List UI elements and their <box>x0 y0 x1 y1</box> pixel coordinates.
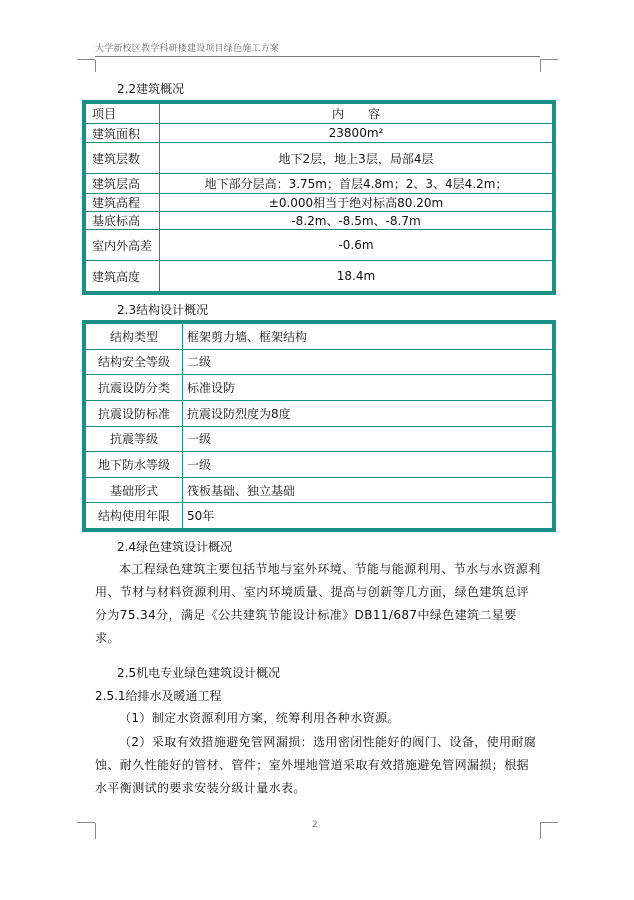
table-row <box>86 452 553 478</box>
table-header-cell: 项目 <box>86 104 160 124</box>
crop-mark-bottom-right <box>540 823 559 839</box>
table-header-row <box>86 104 553 124</box>
crop-mark-bottom-left-h <box>77 822 95 824</box>
table-header-cell: 内 容 <box>160 104 553 124</box>
table-row <box>86 194 553 212</box>
table-cell-label: 建筑层高 <box>86 174 160 194</box>
table-cell-value: -0.6m <box>160 230 553 261</box>
table-cell-label: 抗震等级 <box>86 426 183 452</box>
section-heading-2-5: 2.5机电专业绿色建筑设计概况 <box>117 666 281 680</box>
table-cell-value: 地下部分层高：3.75m；首层4.8m；2、3、4层4.2m； <box>160 174 553 194</box>
table-cell-value: 50年 <box>183 503 553 529</box>
crop-mark-bottom-right-h <box>540 822 558 824</box>
section-heading-2-2: 2.2建筑概况 <box>117 82 185 96</box>
table-cell-label: 结构使用年限 <box>86 503 183 529</box>
table-cell-value: 筏板基础、独立基础 <box>183 477 553 503</box>
table-cell-label: 基底标高 <box>86 212 160 230</box>
table-cell-label: 建筑层数 <box>86 143 160 174</box>
table-row <box>86 230 553 261</box>
table-cell-value: -8.2m、-8.5m、-8.7m <box>160 212 553 230</box>
table-cell-value: 18.4m <box>160 261 553 292</box>
table-cell-label: 基础形式 <box>86 477 183 503</box>
table-row <box>86 503 553 529</box>
table-row <box>86 426 553 452</box>
table-cell-label: 抗震设防标准 <box>86 400 183 426</box>
page-header: 大学新校区教学科研楼建设项目绿色施工方案 <box>95 44 280 54</box>
table-row <box>86 349 553 375</box>
paragraph-green-building: 本工程绿色建筑主要包括节地与室外环境、节能与能源利用、节水与水资源利用、节材与材料资源利用、室内环境质量、提高与创新等几方面，绿色建筑总评分为75.34分，满足《公共建筑节能设计标准》DB11/687中绿色建筑二星要求。 <box>95 562 541 645</box>
page-number: 2 <box>312 820 318 830</box>
table-cell-value: 二级 <box>183 349 553 375</box>
table-cell-value: 框架剪力墙、框架结构 <box>183 324 553 350</box>
table-cell-value: 标准设防 <box>183 375 553 401</box>
table-cell-label: 结构安全等级 <box>86 349 183 375</box>
table-cell-label: 地下防水等级 <box>86 452 183 478</box>
building-overview-table <box>82 100 556 295</box>
crop-mark-top-right-h <box>540 59 558 61</box>
crop-mark-top-left <box>77 60 96 72</box>
crop-mark-top-left-h <box>77 59 95 61</box>
paragraph-leak-prevention: （2）采取有效措施避免管网漏损：选用密闭性能好的阀门、设备，使用耐腐蚀、耐久性能好的管材、管件；室外埋地管道采取有效措施避免管网漏损；根据水平衡测试的要求安装分级计量水表。 <box>95 735 537 795</box>
table-cell-label: 建筑高程 <box>86 194 160 212</box>
structure-design-table <box>82 320 556 532</box>
table-cell-value: 一级 <box>183 426 553 452</box>
table-row <box>86 212 553 230</box>
section-heading-2-4: 2.4绿色建筑设计概况 <box>117 540 233 554</box>
table-row <box>86 124 553 143</box>
header-rule <box>95 56 540 57</box>
table-row <box>86 400 553 426</box>
table-cell-label: 建筑高度 <box>86 261 160 292</box>
table-cell-value: 地下2层，地上3层，局部4层 <box>160 143 553 174</box>
table-row <box>86 477 553 503</box>
section-heading-2-3: 2.3结构设计概况 <box>117 303 209 317</box>
table-row <box>86 143 553 174</box>
table-row <box>86 375 553 401</box>
crop-mark-top-right <box>540 60 559 72</box>
table-cell-value: ±0.000相当于绝对标高80.20m <box>160 194 553 212</box>
table-row <box>86 324 553 350</box>
table-cell-label: 抗震设防分类 <box>86 375 183 401</box>
table-row <box>86 261 553 292</box>
paragraph-water-plan: （1）制定水资源利用方案，统筹利用各种水资源。 <box>119 711 400 725</box>
table-cell-label: 结构类型 <box>86 324 183 350</box>
table-cell-value: 23800m² <box>160 124 553 143</box>
table-cell-value: 一级 <box>183 452 553 478</box>
table-cell-label: 建筑面积 <box>86 124 160 143</box>
crop-mark-bottom-left <box>77 823 96 839</box>
table-row <box>86 174 553 194</box>
table-cell-label: 室内外高差 <box>86 230 160 261</box>
subsection-heading-2-5-1: 2.5.1给排水及暖通工程 <box>95 689 222 703</box>
table-cell-value: 抗震设防烈度为8度 <box>183 400 553 426</box>
